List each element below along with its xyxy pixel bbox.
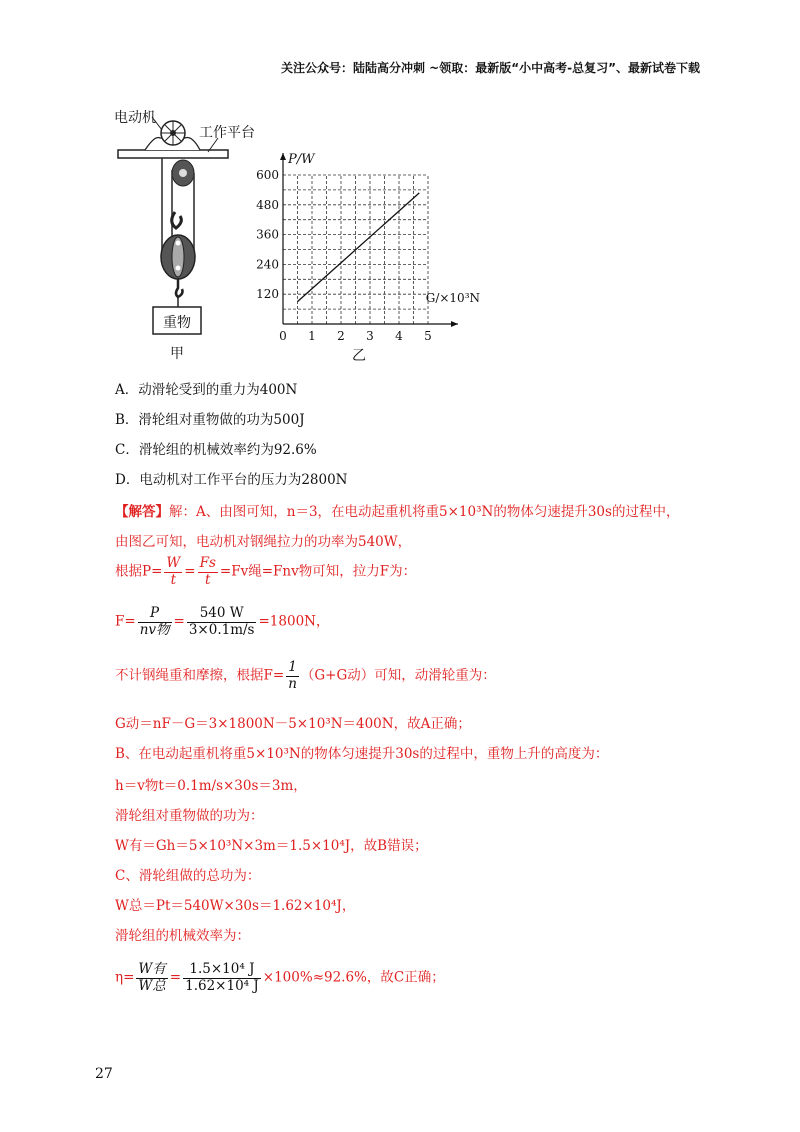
- figure: [100, 100, 520, 362]
- motor-label: 电动机: [114, 110, 156, 126]
- formula-power: [115, 556, 416, 588]
- y-tick-label: 120: [256, 287, 279, 302]
- fraction: [198, 556, 218, 588]
- fraction-num: W: [166, 555, 181, 571]
- fraction-num: 1.5×10⁴ J: [183, 962, 261, 979]
- y-axis-label: P/W: [288, 152, 315, 167]
- formula-efficiency: [115, 962, 445, 994]
- solution-line-13: 滑轮组的机械效率为：: [115, 928, 250, 944]
- fraction-den: 1.62×10⁴ J: [185, 977, 259, 994]
- series-line: [298, 193, 420, 302]
- formula-text: =: [184, 563, 196, 580]
- formula-text: ×100%≈92.6%，故C正确；: [262, 969, 445, 986]
- fraction-den: t: [170, 571, 177, 588]
- fraction: [183, 962, 261, 994]
- page-number: 27: [95, 1066, 113, 1082]
- option-c: C．滑轮组的机械效率约为92.6%: [115, 442, 317, 458]
- solution-line-10: W有＝Gh＝5×10³N×3m＝1.5×10⁴J，故B错误；: [115, 838, 428, 854]
- formula-text: F=: [115, 613, 136, 630]
- formula-text: 根据P=: [115, 563, 163, 580]
- y-tick-label: 480: [256, 197, 279, 212]
- solution-line-7: B、在电动起重机将重5×10³N的物体匀速提升30s的过程中，重物上升的高度为：: [115, 746, 609, 762]
- y-tick-label: 360: [256, 227, 279, 242]
- x-tick-label: 1: [308, 329, 316, 343]
- platform-label: 工作平台: [199, 125, 255, 141]
- power-weight-chart: [250, 100, 520, 362]
- option-a: A．动滑轮受到的重力为400N: [115, 382, 298, 398]
- x-tick-label: 0: [279, 329, 287, 343]
- fraction-num: 540 W: [187, 606, 257, 623]
- solution-line-12: W总＝Pt＝540W×30s＝1.62×10⁴J，: [115, 898, 356, 914]
- formula-force: [115, 606, 329, 638]
- solution-line-1: [115, 500, 679, 520]
- solution-line-6: G动＝nF－G＝3×1800N－5×10³N＝400N，故A正确；: [115, 716, 471, 732]
- fraction: [138, 606, 172, 638]
- solution-line-9: 滑轮组对重物做的功为：: [115, 808, 264, 824]
- fraction-num: Fs: [199, 555, 216, 571]
- formula-pulley: [115, 660, 496, 692]
- solution-line-8: h＝v物t＝0.1m/s×30s＝3m，: [115, 778, 307, 794]
- formula-text: =: [169, 969, 182, 986]
- fraction: [136, 962, 167, 994]
- x-tick-label: 2: [337, 329, 345, 343]
- solution-line-11: C、滑轮组做的总功为：: [115, 868, 261, 884]
- x-tick-label: 4: [395, 329, 403, 343]
- formula-text: =Fv绳=Fnv物可知，拉力F为：: [219, 563, 417, 580]
- fraction-den: nv物: [139, 621, 170, 638]
- fraction-den: t: [205, 571, 211, 588]
- y-tick-label: 240: [256, 257, 279, 272]
- x-axis-label: G/×10³N: [425, 291, 480, 305]
- hook-icon: [172, 212, 182, 228]
- x-tick-label: 3: [366, 329, 374, 343]
- option-d: D．电动机对工作平台的压力为2800N: [115, 472, 348, 488]
- formula-text: η=: [115, 969, 135, 986]
- y-axis-arrow-icon: [280, 153, 286, 160]
- fraction-num: 1: [286, 660, 299, 677]
- solution-line-2: 由图乙可知，电动机对钢绳拉力的功率为540W，: [115, 534, 412, 550]
- fraction-den: n: [288, 675, 297, 692]
- x-tick-label: 5: [424, 329, 432, 343]
- fraction: [187, 606, 257, 638]
- pulley-icon: [172, 160, 194, 186]
- x-axis-arrow-icon: [451, 321, 458, 327]
- fraction-den: 3×0.1m/s: [188, 621, 255, 638]
- option-b: B．滑轮组对重物做的功为500J: [115, 412, 305, 428]
- fraction-num: P: [138, 606, 172, 623]
- solution-tag: 【解答】: [115, 504, 169, 520]
- left-caption: 甲: [170, 346, 184, 362]
- y-tick-label: 600: [256, 168, 279, 182]
- formula-text: =: [173, 613, 185, 630]
- formula-text: =1800N，: [258, 613, 330, 630]
- page-header: 关注公众号：陆陆高分冲刺 ~领取：最新版“小中高考-总复习”、最新试卷下载: [281, 61, 700, 75]
- motor-wheel-icon: [161, 121, 185, 145]
- weight-label: 重物: [163, 315, 191, 331]
- fraction-num: W有: [138, 961, 166, 977]
- platform: [118, 150, 228, 158]
- fraction: [286, 660, 299, 692]
- right-caption: 乙: [352, 348, 366, 364]
- formula-text: 不计钢绳重和摩擦，根据F=: [115, 667, 285, 684]
- fraction: [164, 556, 182, 588]
- formula-text: （G+G动）可知，动滑轮重为：: [300, 667, 496, 684]
- solution-text: 解：A、由图可知，n＝3，在电动起重机将重5×10³N的物体匀速提升30s的过程中，: [169, 504, 680, 520]
- fraction-den: W总: [138, 977, 166, 994]
